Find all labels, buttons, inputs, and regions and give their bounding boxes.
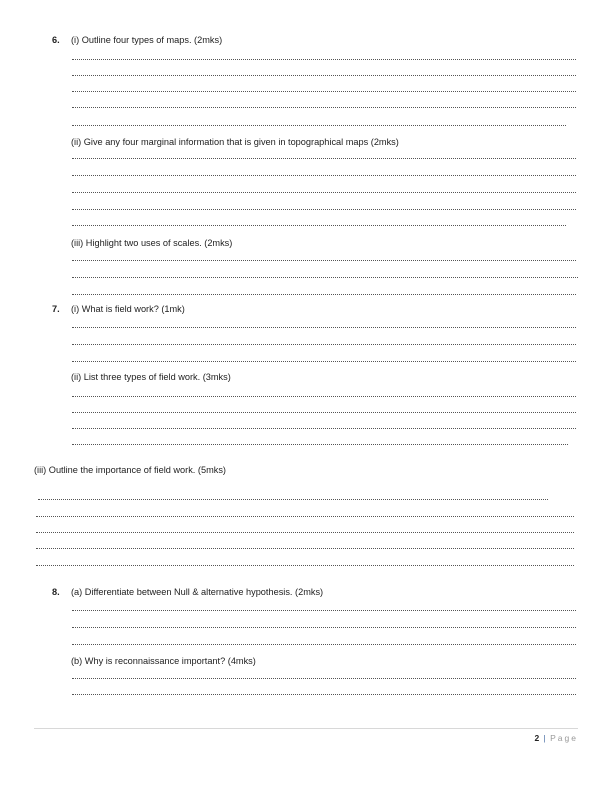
answer-line[interactable] xyxy=(36,532,574,533)
answer-line[interactable] xyxy=(72,294,576,295)
footer-separator: | xyxy=(543,733,546,743)
answer-line[interactable] xyxy=(72,610,576,611)
answer-line[interactable] xyxy=(72,327,576,328)
answer-line[interactable] xyxy=(72,444,568,445)
q6-part-ii-prompt: (ii) Give any four marginal information that is given in topographical maps (2mks) xyxy=(71,137,399,147)
answer-line[interactable] xyxy=(72,694,576,695)
answer-line[interactable] xyxy=(72,175,576,176)
q7-part-i-prompt: (i) What is field work? (1mk) xyxy=(71,304,185,314)
answer-line[interactable] xyxy=(72,412,576,413)
q6-part-iii-prompt: (iii) Highlight two uses of scales. (2mks) xyxy=(71,238,233,248)
footer-divider xyxy=(34,728,578,729)
question-number-6: 6. xyxy=(52,35,60,45)
question-number-7: 7. xyxy=(52,304,60,314)
answer-line[interactable] xyxy=(72,277,578,278)
answer-line[interactable] xyxy=(72,59,576,60)
answer-line[interactable] xyxy=(72,260,576,261)
answer-line[interactable] xyxy=(38,499,548,500)
answer-line[interactable] xyxy=(72,209,576,210)
answer-line[interactable] xyxy=(72,361,576,362)
answer-line[interactable] xyxy=(72,107,576,108)
q7-part-ii-prompt: (ii) List three types of field work. (3mks) xyxy=(71,372,231,382)
question-number-8: 8. xyxy=(52,587,60,597)
answer-line[interactable] xyxy=(72,91,576,92)
answer-line[interactable] xyxy=(72,344,576,345)
answer-line[interactable] xyxy=(72,678,576,679)
answer-line[interactable] xyxy=(72,396,576,397)
q6-part-i-prompt: (i) Outline four types of maps. (2mks) xyxy=(71,35,223,45)
answer-line[interactable] xyxy=(72,627,576,628)
answer-line[interactable] xyxy=(72,428,576,429)
page-footer xyxy=(534,733,578,744)
page-number: 2 xyxy=(534,733,540,743)
answer-line[interactable] xyxy=(72,125,566,126)
answer-line[interactable] xyxy=(72,192,576,193)
answer-line[interactable] xyxy=(36,548,574,549)
answer-line[interactable] xyxy=(72,644,576,645)
page-label: Page xyxy=(550,733,578,743)
answer-line[interactable] xyxy=(72,75,576,76)
q8-part-a-prompt: (a) Differentiate between Null & alternative hypothesis. (2mks) xyxy=(71,587,324,597)
q7-part-iii-prompt: (iii) Outline the importance of field work. (5mks) xyxy=(34,465,226,475)
answer-line[interactable] xyxy=(72,225,566,226)
answer-line[interactable] xyxy=(36,516,574,517)
answer-line[interactable] xyxy=(36,565,574,566)
q8-part-b-prompt: (b) Why is reconnaissance important? (4mks) xyxy=(71,656,256,666)
answer-line[interactable] xyxy=(72,158,576,159)
